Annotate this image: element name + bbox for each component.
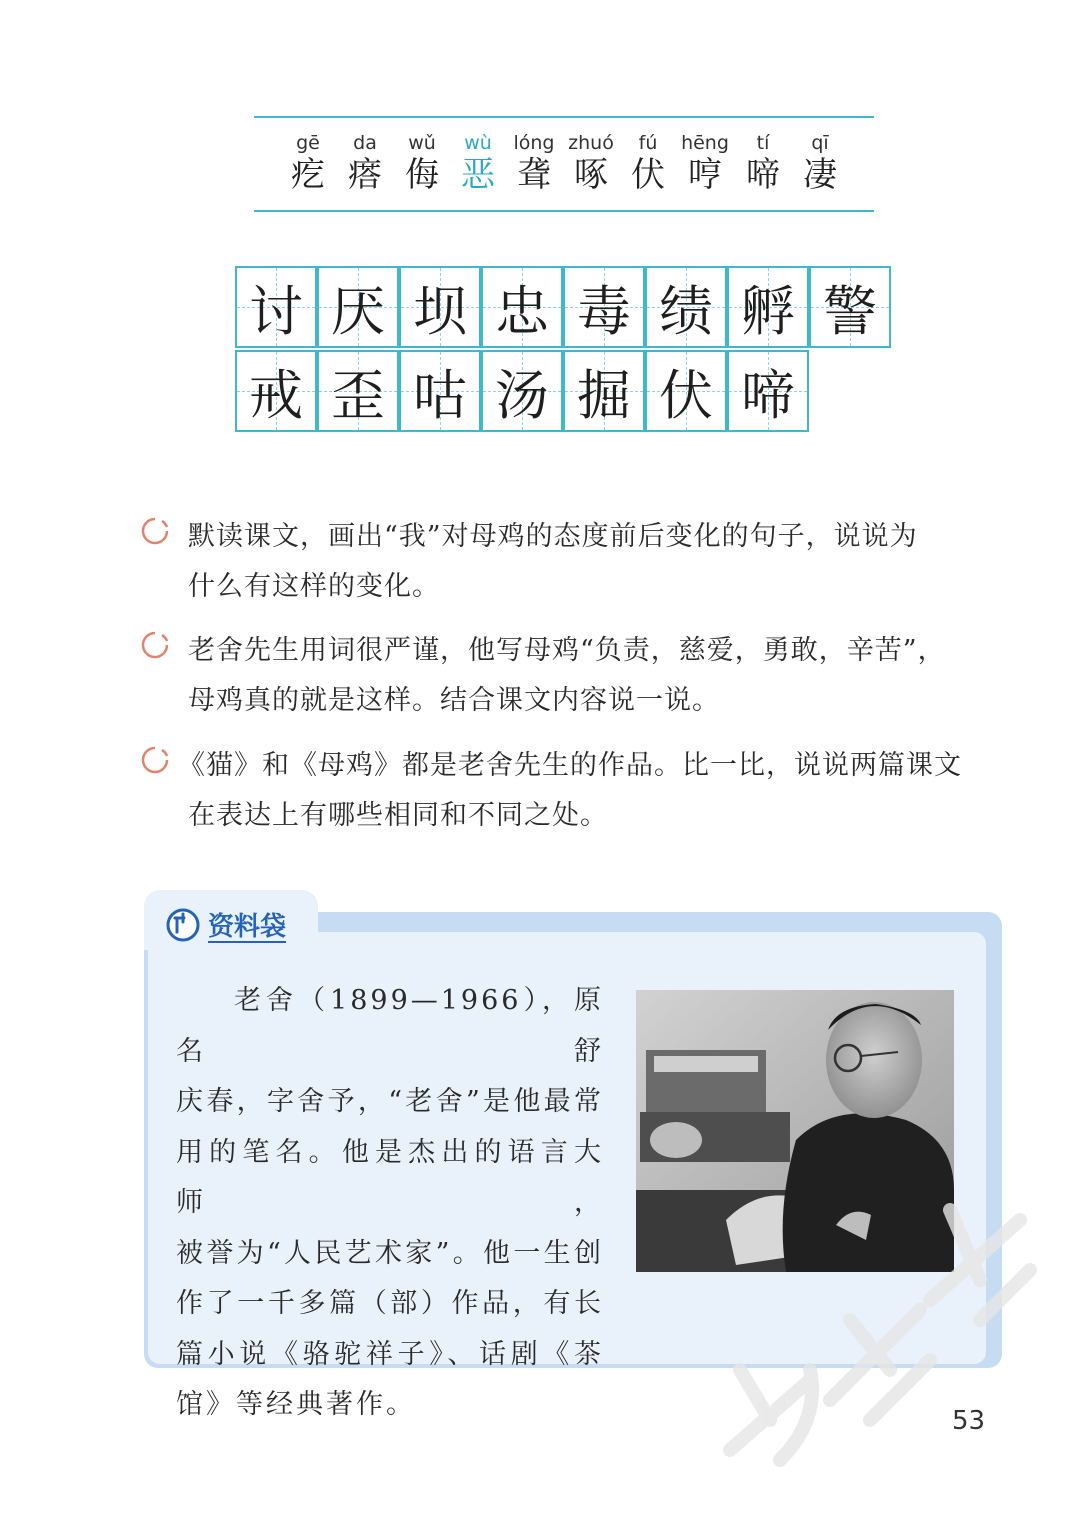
pinyin-label: wù [464,132,492,154]
grid-cell [727,266,809,348]
grid-cell [809,266,891,348]
page-number: 53 [952,1406,986,1436]
grid-character: 孵 [741,279,795,343]
pinyin-label: zhuó [568,132,614,154]
grid-cell [481,350,563,432]
question-text: 老舍先生用词很严谨，他写母鸡“负责，慈爱，勇敢，辛苦”， [188,635,946,666]
grid-cell [563,266,645,348]
circle-bullet-icon [140,516,170,546]
pinyin-vocabulary-strip [254,116,874,212]
grid-cell [399,266,481,348]
bio-line: 老舍（1899—1966），原名舒 [176,985,604,1067]
grid-cell [235,350,317,432]
circle-bullet-icon [140,630,170,660]
grid-character: 歪 [331,363,385,427]
grid-cell [645,350,727,432]
pinyin-label: wǔ [408,132,436,154]
grid-character: 警 [823,279,877,343]
question-3 [140,741,1000,841]
grid-cell [727,350,809,432]
grid-cell [563,350,645,432]
bio-line: 篇小说《骆驼祥子》、话剧《茶 [176,1338,604,1370]
grid-character: 掘 [577,363,631,427]
grid-cell [481,266,563,348]
grid-cell [317,350,399,432]
pinyin-label: qī [811,132,829,154]
question-text: 默读课文，画出“我”对母鸡的态度前后变化的句子，说说为 [188,521,918,552]
bio-line: 馆》等经典著作。 [176,1389,416,1420]
grid-cell [645,266,727,348]
grid-character: 伏 [659,363,713,427]
pinyin-label: lóng [513,132,555,154]
vocab-character: 恶 [461,155,495,195]
grid-character: 讨 [249,279,303,343]
question-text: 母鸡真的就是这样。结合课文内容说一说。 [188,685,720,716]
pinyin-label: da [353,132,377,154]
publisher-watermark [700,1120,1070,1500]
grid-character: 坝 [413,279,467,343]
pinyin-label: tí [756,132,770,154]
vocab-character: 凄 [803,155,837,195]
vocab-character: 侮 [405,155,439,195]
pinyin-label: fú [638,132,658,154]
grid-character: 汤 [495,363,549,427]
circle-bullet-icon [140,745,170,775]
grid-cell [317,266,399,348]
vocab-character: 疙 [291,155,325,195]
vocab-character: 啼 [746,155,780,195]
bio-line: 被誉为“人民艺术家”。他一生创 [176,1237,604,1269]
character-writing-grid [235,266,895,434]
vocab-character: 瘩 [348,155,382,195]
bio-line: 用的笔名。他是杰出的语言大师， [176,1136,604,1218]
info-box-title: 资料袋 [208,912,287,942]
grid-cell [235,266,317,348]
grid-character: 绩 [659,279,713,343]
vocab-character: 聋 [517,155,551,195]
grid-character: 咕 [413,363,467,427]
pinyin-label: gē [296,132,320,154]
grid-character: 厌 [331,279,385,343]
question-text: 《猫》和《母鸡》都是老舍先生的作品。比一比，说说两篇课文 [178,750,962,781]
pinyin-label: hēng [681,132,729,154]
question-2 [140,626,1000,726]
bio-line: 庆春，字舍予，“老舍”是他最常 [176,1086,604,1117]
biography-text [176,976,604,1431]
grid-character: 忠 [495,279,549,343]
vocab-character: 啄 [574,155,608,195]
grid-cell [399,350,481,432]
grid-character: 毒 [577,279,631,343]
question-text: 在表达上有哪些相同和不同之处。 [188,800,608,831]
vocab-character: 伏 [631,155,665,195]
grid-character: 戒 [249,363,303,427]
question-text: 什么有这样的变化。 [188,571,440,602]
grid-character: 啼 [741,363,795,427]
vocab-character: 哼 [688,155,722,195]
info-bag-icon [163,904,203,944]
question-1 [140,512,1000,612]
bio-line: 作了一千多篇（部）作品，有长 [176,1288,604,1319]
